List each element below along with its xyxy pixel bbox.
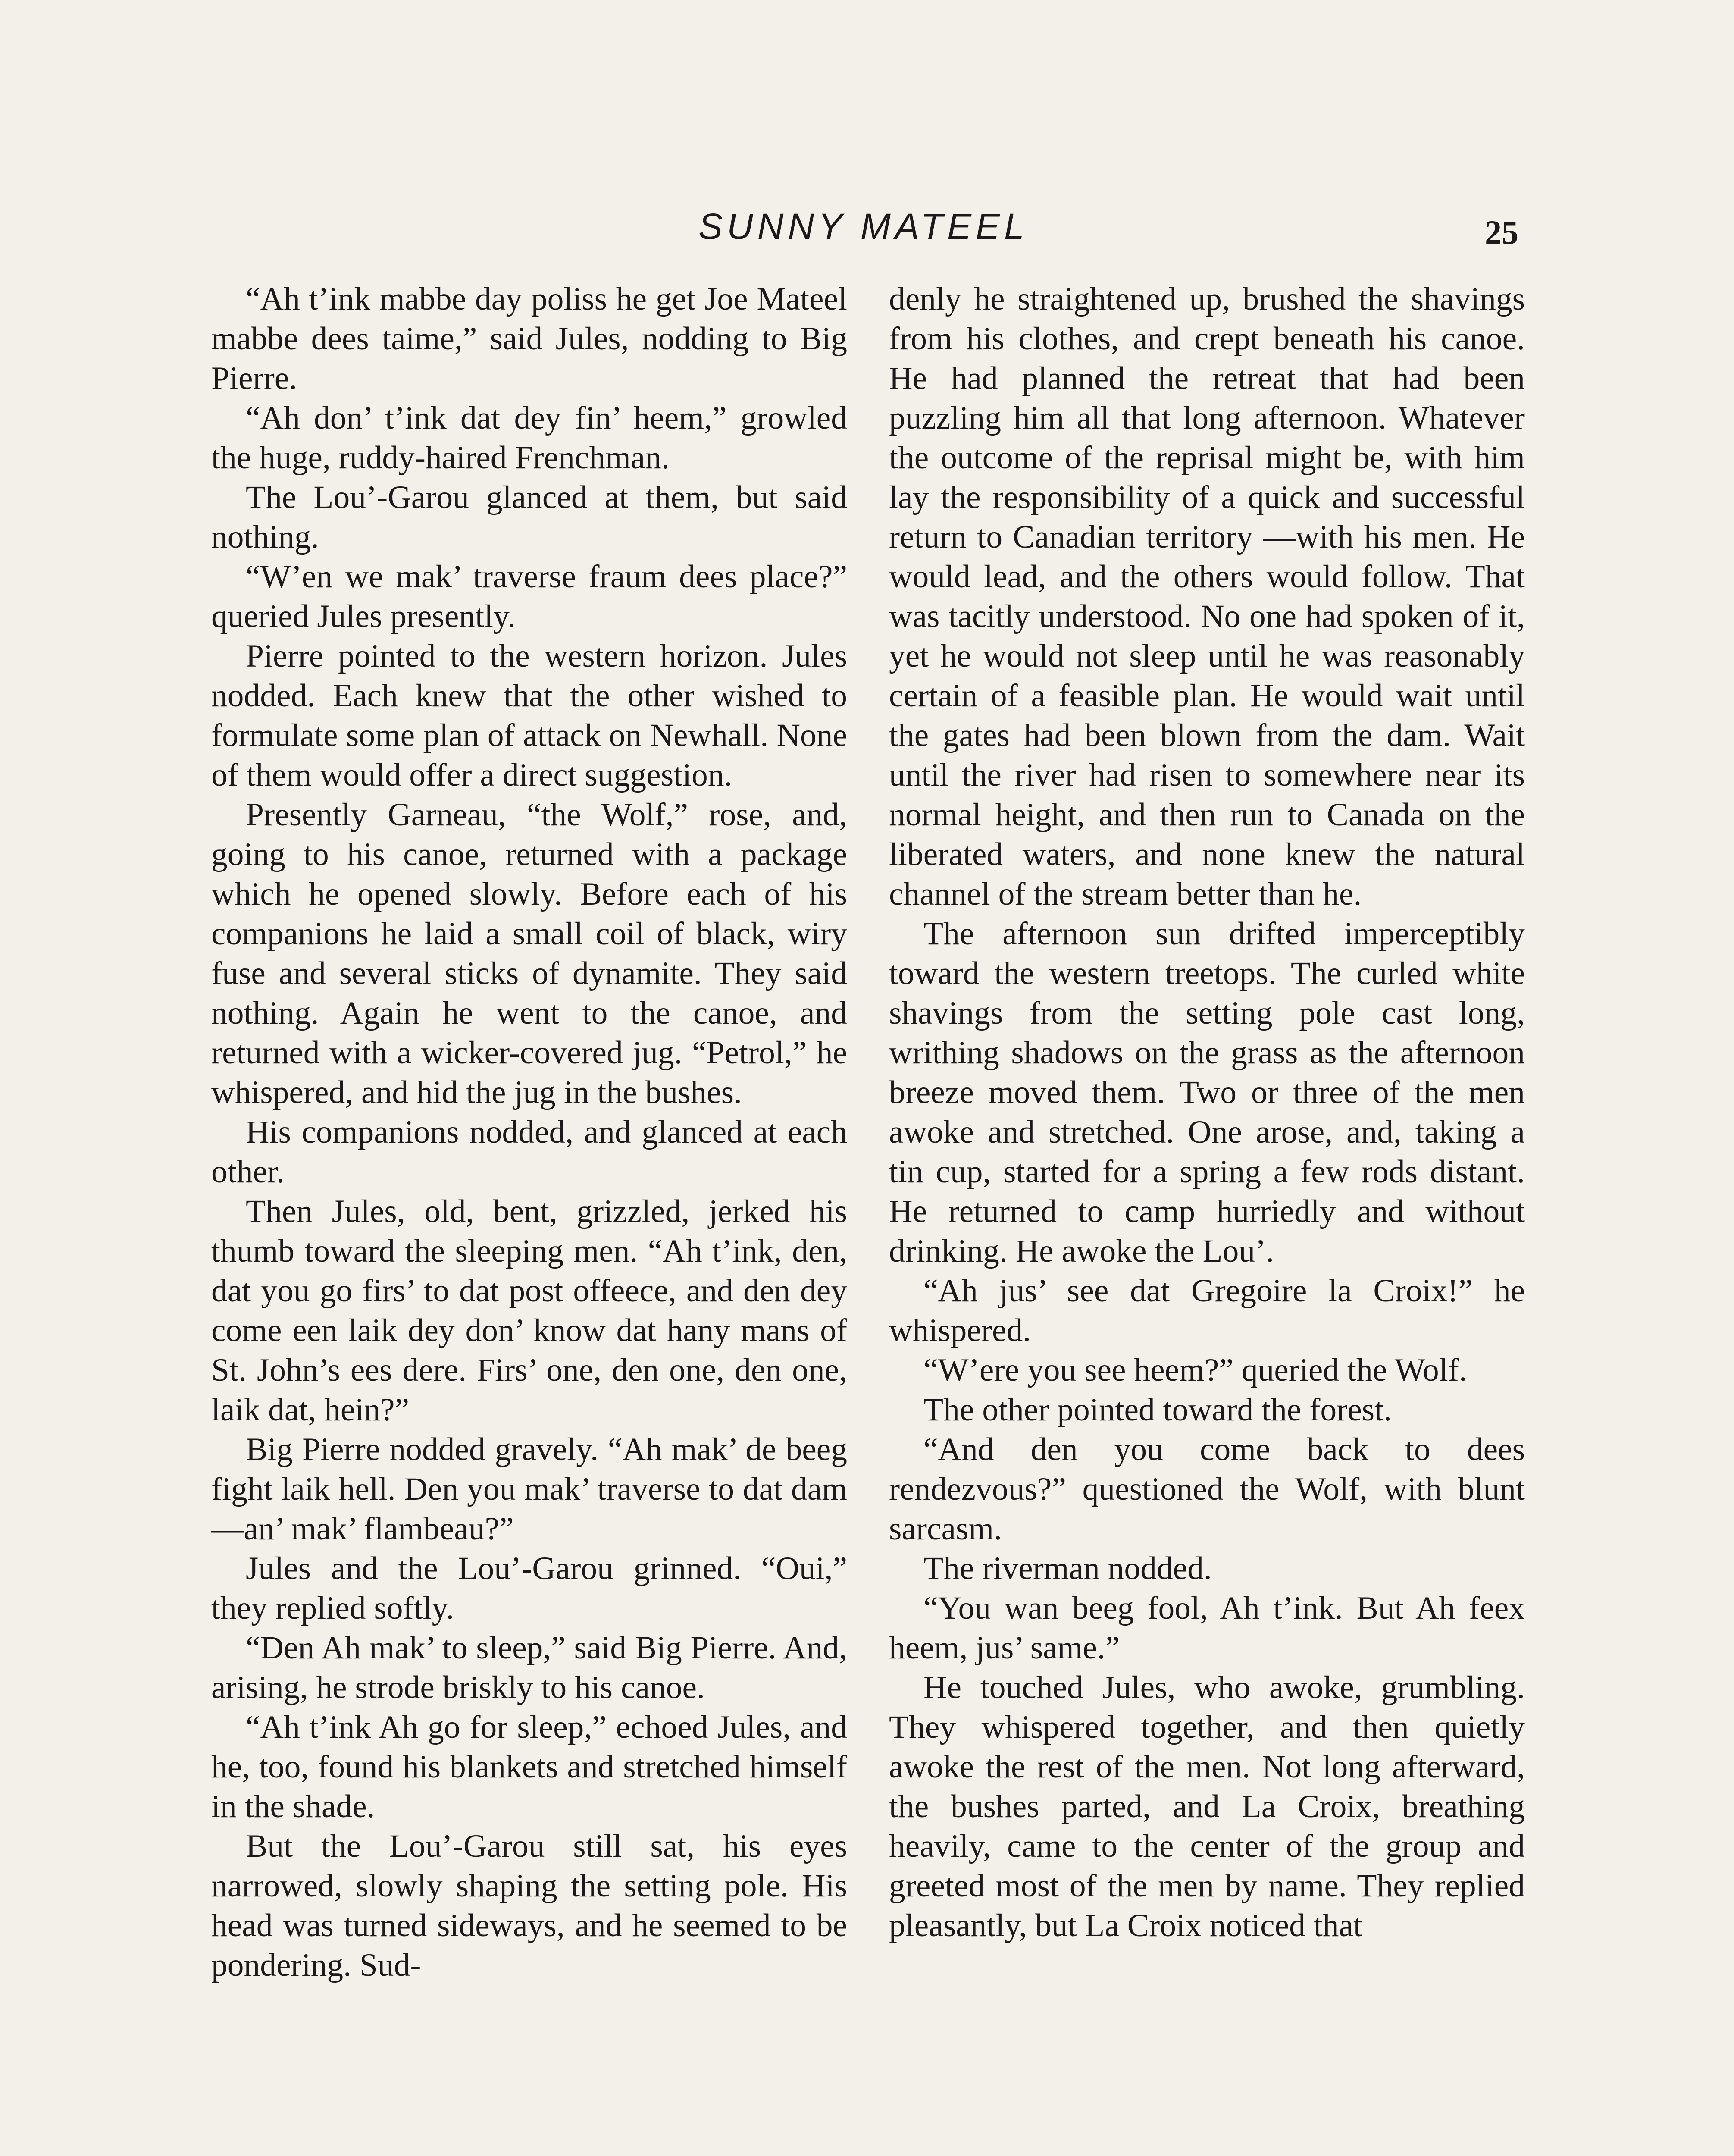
- running-title: SUNNY MATEEL: [698, 206, 1029, 247]
- paragraph: He touched Jules, who awoke, grumbling. They whispered together, and then quietly awoke the rest of the men. Not long afterward, the bushes parted, and La Croix, breathing heavily, came to the center of the group and greeted most of the men by name. They replied pleasantly, but La Croix noticed that: [889, 1670, 1525, 1943]
- page-number: 25: [1485, 213, 1518, 251]
- paragraph: “W’en we mak’ traverse fraum dees place?” queried Jules presently.: [211, 559, 847, 634]
- paragraph: “Ah t’ink mabbe day poliss he get Joe Mateel mabbe dees taime,” said Jules, nodding to Big Pierre.: [211, 281, 847, 396]
- paragraph: “And den you come back to dees rendezvous?” questioned the Wolf, with blunt sarcasm.: [889, 1432, 1525, 1547]
- paragraph: Presently Garneau, “the Wolf,” rose, and, going to his canoe, returned with a package which he opened slowly. Before each of his companions he laid a small coil of black, wiry fuse and several sticks of dynamite. They said nothing. Again he went to the canoe, and returned with a wicker-covered jug. “Petrol,” he whispered, and hid the jug in the bushes.: [211, 797, 847, 1110]
- paragraph: “W’ere you see heem?” queried the Wolf.: [923, 1352, 1467, 1388]
- paragraph: Pierre pointed to the western horizon. Jules nodded. Each knew that the other wished to formulate some plan of attack on Newhall. None of them would offer a direct suggestion.: [211, 638, 847, 793]
- left-column: [211, 279, 847, 1985]
- paragraph: “Den Ah mak’ to sleep,” said Big Pierre. And, arising, he strode briskly to his canoe.: [211, 1630, 847, 1705]
- page-header: [0, 203, 1734, 250]
- paragraph: “Ah don’ t’ink dat dey fin’ heem,” growled the huge, ruddy-haired Frenchman.: [211, 400, 847, 476]
- paragraph-continued: denly he straightened up, brushed the shavings from his clothes, and crept beneath his canoe. He had planned the retreat that had been puzzling him all that long afternoon. Whatever the outcome of the reprisal might be, with him lay the responsibility of a quick and successful return to Canadian territory —with his men. He would lead, and the others would follow. That was tacitly understood. No one had spoken of it, yet he would not sleep until he was reasonably certain of a feasible plan. He would wait until the gates had been blown from the dam. Wait until the river had risen to somewhere near its normal height, and then run to Canada on the liberated waters, and none knew the natural channel of the stream better than he.: [889, 281, 1525, 912]
- paragraph: The riverman nodded.: [923, 1551, 1212, 1586]
- paragraph: His companions nodded, and glanced at each other.: [211, 1114, 847, 1190]
- paragraph: “You wan beeg fool, Ah t’ink. But Ah feex heem, jus’ same.”: [889, 1590, 1525, 1666]
- paragraph: The other pointed toward the forest.: [923, 1392, 1392, 1428]
- paragraph: Big Pierre nodded gravely. “Ah mak’ de beeg fight laik hell. Den you mak’ traverse to dat dam—an’ mak’ flambeau?”: [211, 1432, 847, 1547]
- right-column: [889, 279, 1525, 1946]
- paragraph: “Ah t’ink Ah go for sleep,” echoed Jules, and he, too, found his blankets and stretched himself in the shade.: [211, 1709, 847, 1824]
- paragraph: The Lou’-Garou glanced at them, but said nothing.: [211, 479, 847, 555]
- paragraph: “Ah jus’ see dat Gregoire la Croix!” he whispered.: [889, 1273, 1525, 1348]
- paragraph: Then Jules, old, bent, grizzled, jerked his thumb toward the sleeping men. “Ah t’ink, den, dat you go firs’ to dat post offeece, and den dey come een laik dey don’ know dat hany mans of St. John’s ees dere. Firs’ one, den one, den one, laik dat, hein?”: [211, 1194, 847, 1428]
- paragraph: The afternoon sun drifted imperceptibly toward the western treetops. The curled white shavings from the setting pole cast long, writhing shadows on the grass as the afternoon breeze moved them. Two or three of the men awoke and stretched. One arose, and, taking a tin cup, started for a spring a few rods distant. He returned to camp hurriedly and without drinking. He awoke the Lou’.: [889, 916, 1525, 1269]
- paragraph: Jules and the Lou’-Garou grinned. “Oui,” they replied softly.: [211, 1551, 847, 1626]
- paragraph: But the Lou’-Garou still sat, his eyes narrowed, slowly shaping the setting pole. His head was turned sideways, and he seemed to be pondering. Sud-: [211, 1828, 847, 1983]
